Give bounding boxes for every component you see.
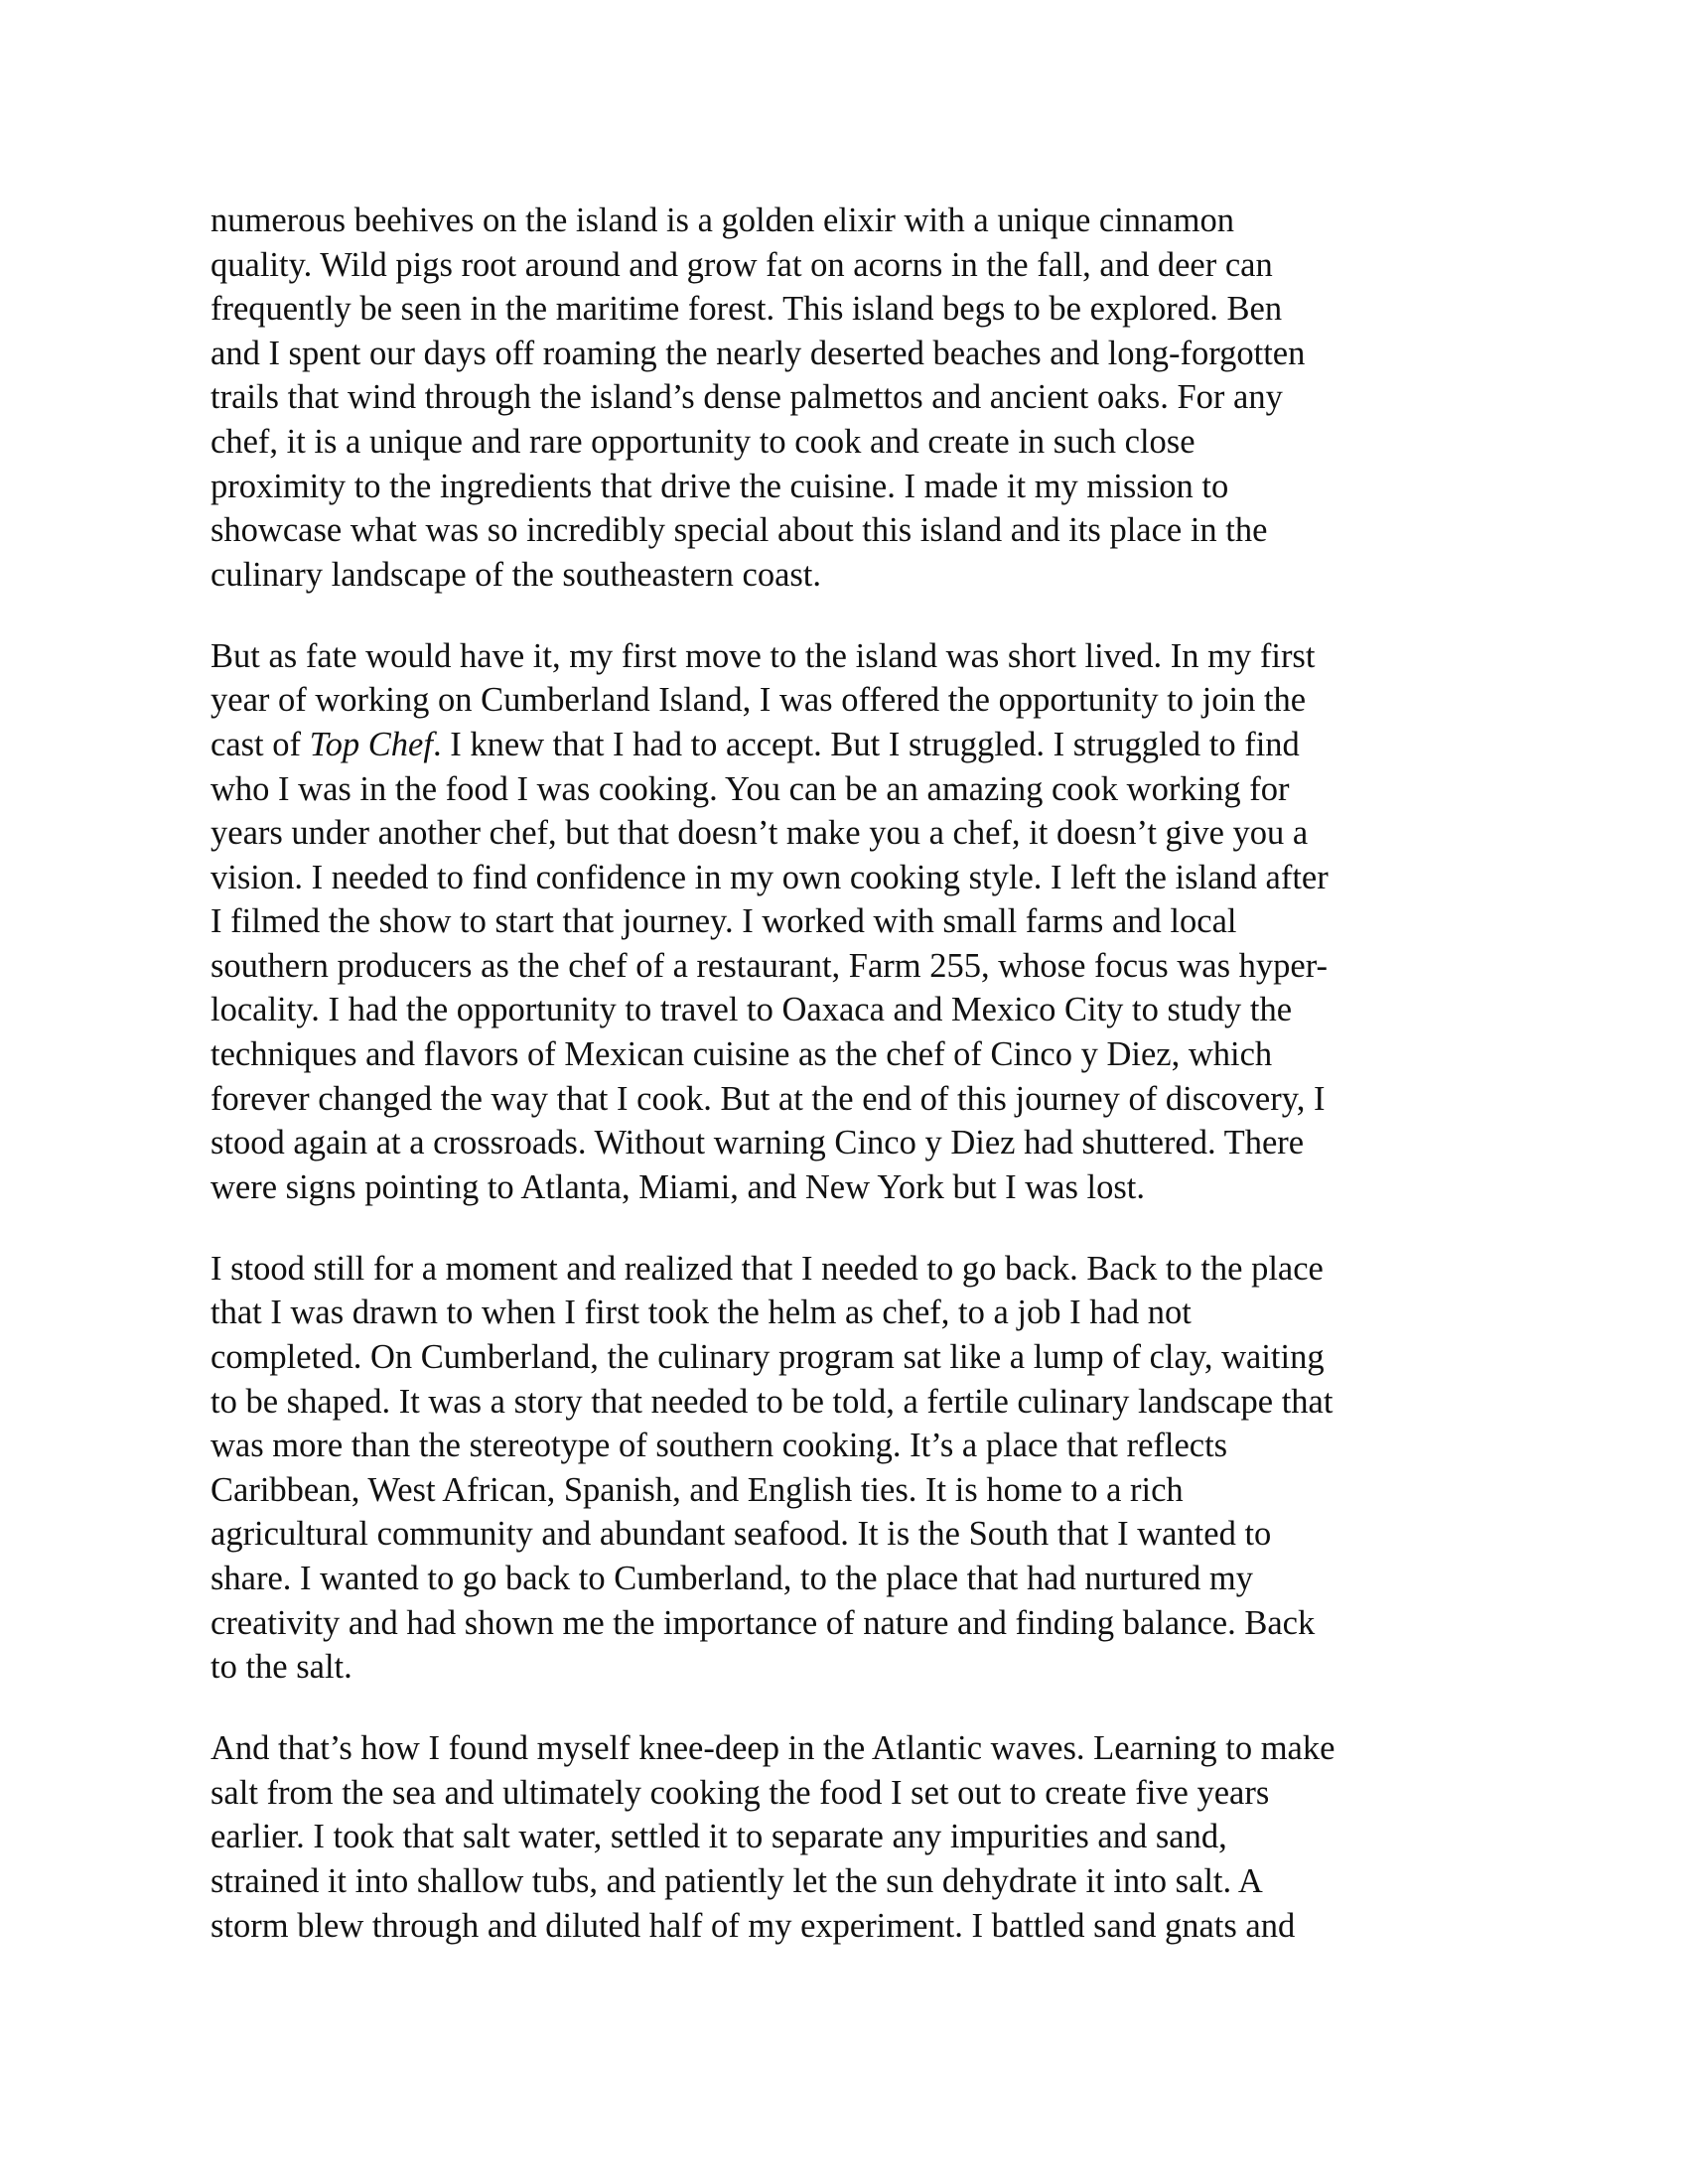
text-line: frequently be seen in the maritime forest. This island begs to be explored. Ben xyxy=(211,290,1283,329)
body-text xyxy=(211,199,1501,1948)
text-line: and I spent our days off roaming the nearly deserted beaches and long-forgotten xyxy=(211,334,1306,372)
text-line: storm blew through and diluted half of my experiment. I battled sand gnats and xyxy=(211,1906,1296,1945)
text-line: cast of Top Chef. I knew that I had to accept. But I struggled. I struggled to find xyxy=(211,725,1300,763)
text-line: salt from the sea and ultimately cooking the food I set out to create five years xyxy=(211,1773,1270,1812)
text-line: southern producers as the chef of a restaurant, Farm 255, whose focus was hyper- xyxy=(211,946,1328,985)
text-line: share. I wanted to go back to Cumberland, to the place that had nurtured my xyxy=(211,1560,1254,1597)
text-line: I stood still for a moment and realized that I needed to go back. Back to the place xyxy=(211,1249,1324,1288)
text-line: were signs pointing to Atlanta, Miami, and New York but I was lost. xyxy=(211,1167,1146,1206)
text-line: strained it into shallow tubs, and patiently let the sun dehydrate it into salt. A xyxy=(211,1861,1263,1900)
text-line: showcase what was so incredibly special about this island and its place in the xyxy=(211,511,1268,550)
paragraph-1 xyxy=(211,199,1501,597)
text-line: was more than the stereotype of southern cooking. It’s a place that reflects xyxy=(211,1427,1228,1465)
paragraph-2 xyxy=(211,634,1501,1210)
paragraph-3 xyxy=(211,1247,1501,1690)
text-line: completed. On Cumberland, the culinary program sat like a lump of clay, waiting xyxy=(211,1338,1325,1377)
text-line: culinary landscape of the southeastern coast. xyxy=(211,555,822,594)
text-line: to the salt. xyxy=(211,1648,352,1687)
text-line: to be shaped. It was a story that needed to be told, a fertile culinary landscape that xyxy=(211,1382,1334,1421)
text-line: year of working on Cumberland Island, I was offered the opportunity to join the xyxy=(211,681,1307,720)
text-line: numerous beehives on the island is a golden elixir with a unique cinnamon xyxy=(211,202,1234,239)
text-line: agricultural community and abundant seafood. It is the South that I wanted to xyxy=(211,1515,1272,1554)
text-line: locality. I had the opportunity to travel to Oaxaca and Mexico City to study the xyxy=(211,991,1293,1029)
text-line: And that’s how I found myself knee-deep in the Atlantic waves. Learning to make xyxy=(211,1729,1336,1768)
text-line: earlier. I took that salt water, settled it to separate any impurities and sand, xyxy=(211,1818,1227,1856)
paragraph-4 xyxy=(211,1726,1501,1948)
text-line: forever changed the way that I cook. But at the end of this journey of discovery, I xyxy=(211,1079,1326,1118)
text-line: proximity to the ingredients that drive the cuisine. I made it my mission to xyxy=(211,467,1229,505)
text-line: that I was drawn to when I first took the helm as chef, to a job I had not xyxy=(211,1294,1192,1332)
text-line: stood again at a crossroads. Without warning Cinco y Diez had shuttered. There xyxy=(211,1124,1305,1162)
text-line: Caribbean, West African, Spanish, and English ties. It is home to a rich xyxy=(211,1470,1184,1509)
text-line: vision. I needed to find confidence in my own cooking style. I left the island after xyxy=(211,858,1329,896)
text-line: years under another chef, but that doesn’t make you a chef, it doesn’t give you a xyxy=(211,814,1309,853)
text-line: techniques and flavors of Mexican cuisine as the chef of Cinco y Diez, which xyxy=(211,1035,1273,1074)
text-line: quality. Wild pigs root around and grow fat on acorns in the fall, and deer can xyxy=(211,245,1273,284)
text-line: chef, it is a unique and rare opportunity to cook and create in such close xyxy=(211,422,1196,461)
text-line: trails that wind through the island’s dense palmettos and ancient oaks. For any xyxy=(211,378,1283,417)
show-title: Top Chef xyxy=(309,725,433,763)
text-line: I filmed the show to start that journey. I worked with small farms and local xyxy=(211,902,1237,941)
text-line: creativity and had shown me the importance of nature and finding balance. Back xyxy=(211,1603,1316,1642)
text-line: who I was in the food I was cooking. You can be an amazing cook working for xyxy=(211,769,1290,808)
text-line: But as fate would have it, my first move to the island was short lived. In my first xyxy=(211,636,1316,675)
